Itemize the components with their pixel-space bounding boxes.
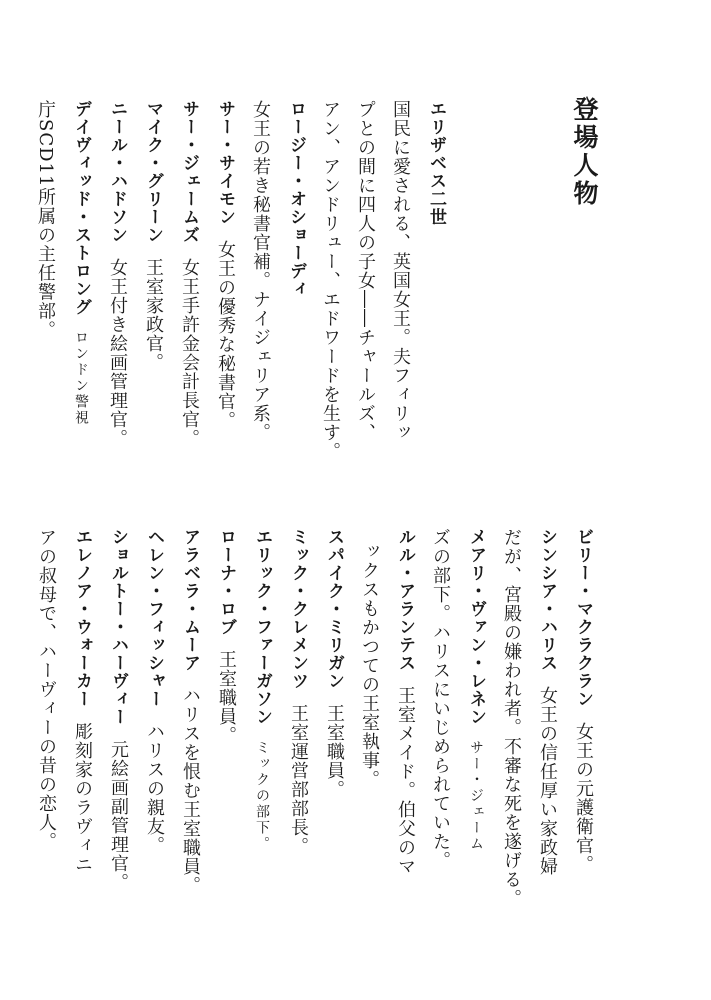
character-desc: 庁SCD11所属の主任警部。	[35, 100, 56, 340]
character-name: ヘレン・フィッシャー	[144, 528, 164, 708]
character-list-bottom	[29, 528, 601, 928]
character-desc: ミックの部下。	[254, 740, 270, 852]
character-name: サー・ジェームズ	[179, 100, 199, 244]
character-entry	[64, 528, 100, 928]
character-name: エリック・ファーガソン	[252, 528, 272, 726]
character-name: デイヴィッド・ストロング	[71, 100, 91, 316]
character-name: ロージー・オショーディ	[286, 100, 306, 298]
character-desc: 彫刻家のラヴィニ	[72, 722, 93, 874]
character-name: マイク・グリーン	[143, 100, 163, 244]
character-name: メアリ・ヴァン・レネン	[466, 528, 486, 726]
character-desc: アン、アンドリュー、エドワードを生す。	[320, 100, 341, 461]
character-entry	[171, 100, 207, 490]
character-desc: 女王の信任厚い家政婦	[537, 686, 558, 876]
character-name: ルル・アランテス	[395, 528, 415, 672]
character-desc: 女王付き絵画管理官。	[107, 258, 128, 448]
character-entry	[529, 528, 565, 928]
character-name: エリザベス二世	[426, 100, 446, 226]
character-entry	[207, 100, 243, 490]
character-entry	[172, 528, 208, 928]
character-desc: 王室運営部部長。	[288, 704, 309, 856]
character-entry	[316, 528, 352, 928]
character-name: エレノア・ウォーカー	[72, 528, 92, 708]
character-desc: 女王手許金会計長官。	[179, 258, 200, 448]
character-desc: 王室職員。	[216, 650, 237, 745]
character-name: サー・サイモン	[215, 100, 235, 226]
character-name: ローナ・ロブ	[216, 528, 236, 636]
character-desc: 女王の元護衛官。	[573, 722, 594, 874]
character-desc: プとの間に四人の子女――チャールズ、	[355, 100, 376, 442]
character-list-top	[28, 100, 453, 490]
character-entry	[244, 528, 280, 928]
character-name: ミック・クレメンツ	[288, 528, 308, 690]
character-entry	[135, 100, 171, 490]
character-desc: ハリスの親友。	[144, 722, 165, 855]
character-desc: 王室職員。	[324, 704, 345, 799]
character-desc: 王室家政官。	[143, 258, 164, 372]
character-desc-text: ックスもかつての王室執事。	[359, 542, 380, 789]
character-name: ニール・ハドソン	[107, 100, 127, 244]
page-title: 登場人物	[570, 96, 599, 208]
character-entry	[63, 100, 99, 490]
character-entry	[136, 528, 172, 928]
character-desc: だが、宮殿の嫌われ者。不審な死を遂げる。	[501, 528, 522, 908]
character-entry	[99, 100, 135, 490]
character-desc: 女王の若き秘書官補。ナイジェリア系。	[250, 100, 271, 442]
character-desc: 国民に愛される、英国女王。夫フィリッ	[390, 100, 411, 442]
character-name: アラベラ・ムーア	[180, 528, 200, 672]
character-desc: ズの部下。ハリスにいじめられていた。	[430, 528, 451, 870]
character-desc: 元絵画副管理官。	[108, 740, 129, 892]
character-desc: ハリスを恨む王室職員。	[180, 686, 201, 895]
character-name: スパイク・ミリガン	[324, 528, 344, 690]
character-desc: ロンドン警視	[73, 330, 89, 426]
character-desc	[352, 528, 387, 928]
character-entry	[208, 528, 244, 928]
character-desc: 王室メイド。伯父のマ	[395, 686, 416, 876]
character-entry	[100, 528, 136, 928]
character-name: ショルトー・ハーヴィー	[108, 528, 128, 726]
character-name: シンシア・ハリス	[537, 528, 557, 672]
character-entry	[565, 528, 601, 928]
character-desc: サー・ジェーム	[468, 740, 484, 852]
character-desc: 女王の優秀な秘書官。	[215, 240, 236, 430]
character-entry	[387, 528, 423, 928]
character-entry	[458, 528, 494, 928]
character-name: ビリー・マクラクラン	[573, 528, 593, 708]
character-desc: アの叔母で、ハーヴィーの昔の恋人。	[36, 528, 57, 851]
character-entry	[280, 528, 316, 928]
